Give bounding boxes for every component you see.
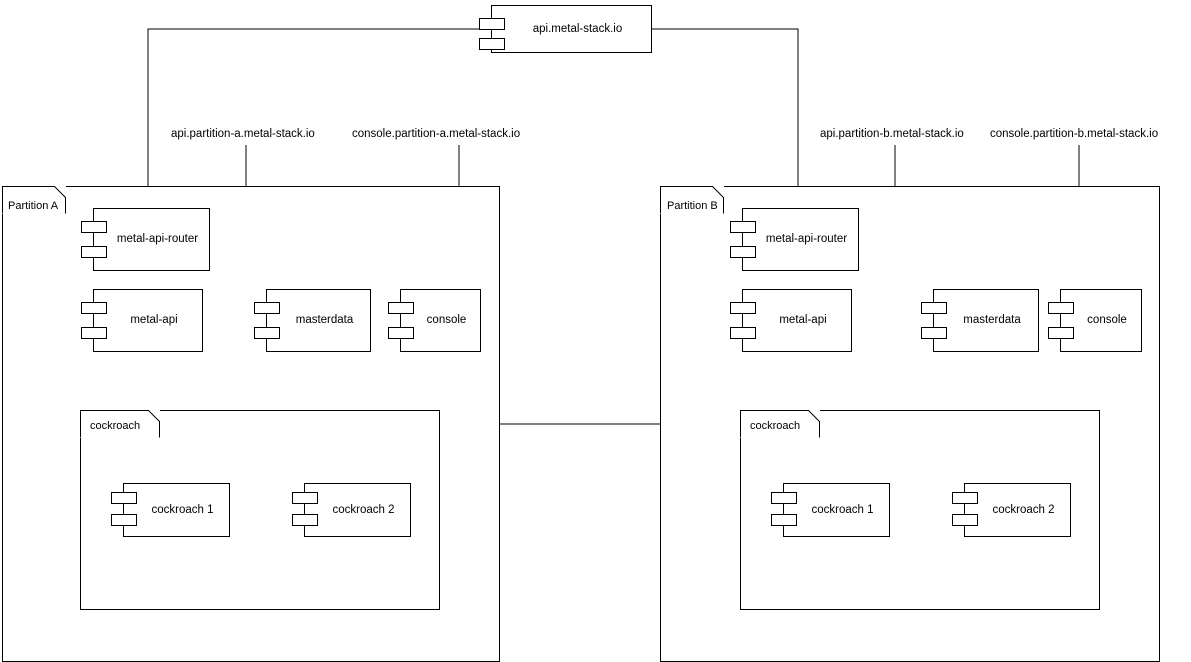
cockroach-group-a-label: cockroach: [90, 420, 141, 432]
edge-label-console-partition-a: console.partition-a.metal-stack.io: [352, 128, 521, 140]
component-tab-icon: [771, 514, 797, 526]
node-label: cockroach 1: [811, 503, 874, 516]
node-a-metal-api[interactable]: [93, 289, 203, 352]
node-a-cockroach-2[interactable]: [304, 483, 411, 537]
node-b-masterdata[interactable]: [933, 289, 1039, 352]
node-b-metal-api-router[interactable]: [742, 208, 859, 271]
node-label: console: [1087, 314, 1127, 327]
partition-a-label: Partition A: [8, 200, 59, 212]
component-tab-icon: [388, 302, 414, 314]
component-tab-icon: [81, 327, 107, 339]
component-tab-icon: [921, 302, 947, 314]
node-b-cockroach-1[interactable]: [783, 483, 890, 537]
component-tab-icon: [111, 514, 137, 526]
cockroach-group-b-label: cockroach: [750, 420, 801, 432]
node-label: cockroach 2: [332, 503, 395, 516]
node-label: console: [426, 314, 467, 327]
node-api-gateway[interactable]: [491, 5, 652, 53]
component-tab-icon: [81, 221, 107, 233]
component-tab-icon: [1048, 327, 1074, 339]
component-tab-icon: [730, 302, 756, 314]
component-tab-icon: [292, 514, 318, 526]
node-label: metal-api-router: [116, 233, 199, 246]
edge-label-console-partition-b: console.partition-b.metal-stack.io: [990, 128, 1159, 140]
node-label: masterdata: [295, 314, 354, 327]
node-label: metal-api: [779, 314, 827, 327]
node-a-metal-api-router[interactable]: [93, 208, 210, 271]
component-tab-icon: [254, 327, 280, 339]
node-label: masterdata: [963, 314, 1021, 327]
node-label: api.metal-stack.io: [532, 22, 623, 35]
component-tab-icon: [292, 492, 318, 504]
component-tab-icon: [952, 514, 978, 526]
node-b-metal-api[interactable]: [742, 289, 852, 352]
component-tab-icon: [254, 302, 280, 314]
node-a-masterdata[interactable]: [266, 289, 371, 352]
node-label: metal-api: [130, 314, 178, 327]
node-label: metal-api-router: [765, 233, 848, 246]
component-tab-icon: [730, 327, 756, 339]
edge-label-api-partition-b: api.partition-b.metal-stack.io: [820, 128, 964, 140]
component-tab-icon: [111, 492, 137, 504]
component-tab-icon: [479, 38, 505, 50]
node-b-cockroach-2[interactable]: [964, 483, 1071, 537]
component-tab-icon: [921, 327, 947, 339]
component-tab-icon: [730, 246, 756, 258]
component-tab-icon: [952, 492, 978, 504]
edge-label-api-partition-a: api.partition-a.metal-stack.io: [171, 128, 315, 140]
node-a-console[interactable]: [400, 289, 481, 352]
component-tab-icon: [730, 221, 756, 233]
node-b-console[interactable]: [1060, 289, 1142, 352]
component-tab-icon: [479, 18, 505, 30]
component-tab-icon: [81, 246, 107, 258]
component-tab-icon: [81, 302, 107, 314]
partition-b-label: Partition B: [667, 200, 718, 212]
component-tab-icon: [771, 492, 797, 504]
node-label: cockroach 1: [151, 503, 214, 516]
node-label: cockroach 2: [992, 503, 1055, 516]
node-a-cockroach-1[interactable]: [123, 483, 230, 537]
component-tab-icon: [388, 327, 414, 339]
component-tab-icon: [1048, 302, 1074, 314]
